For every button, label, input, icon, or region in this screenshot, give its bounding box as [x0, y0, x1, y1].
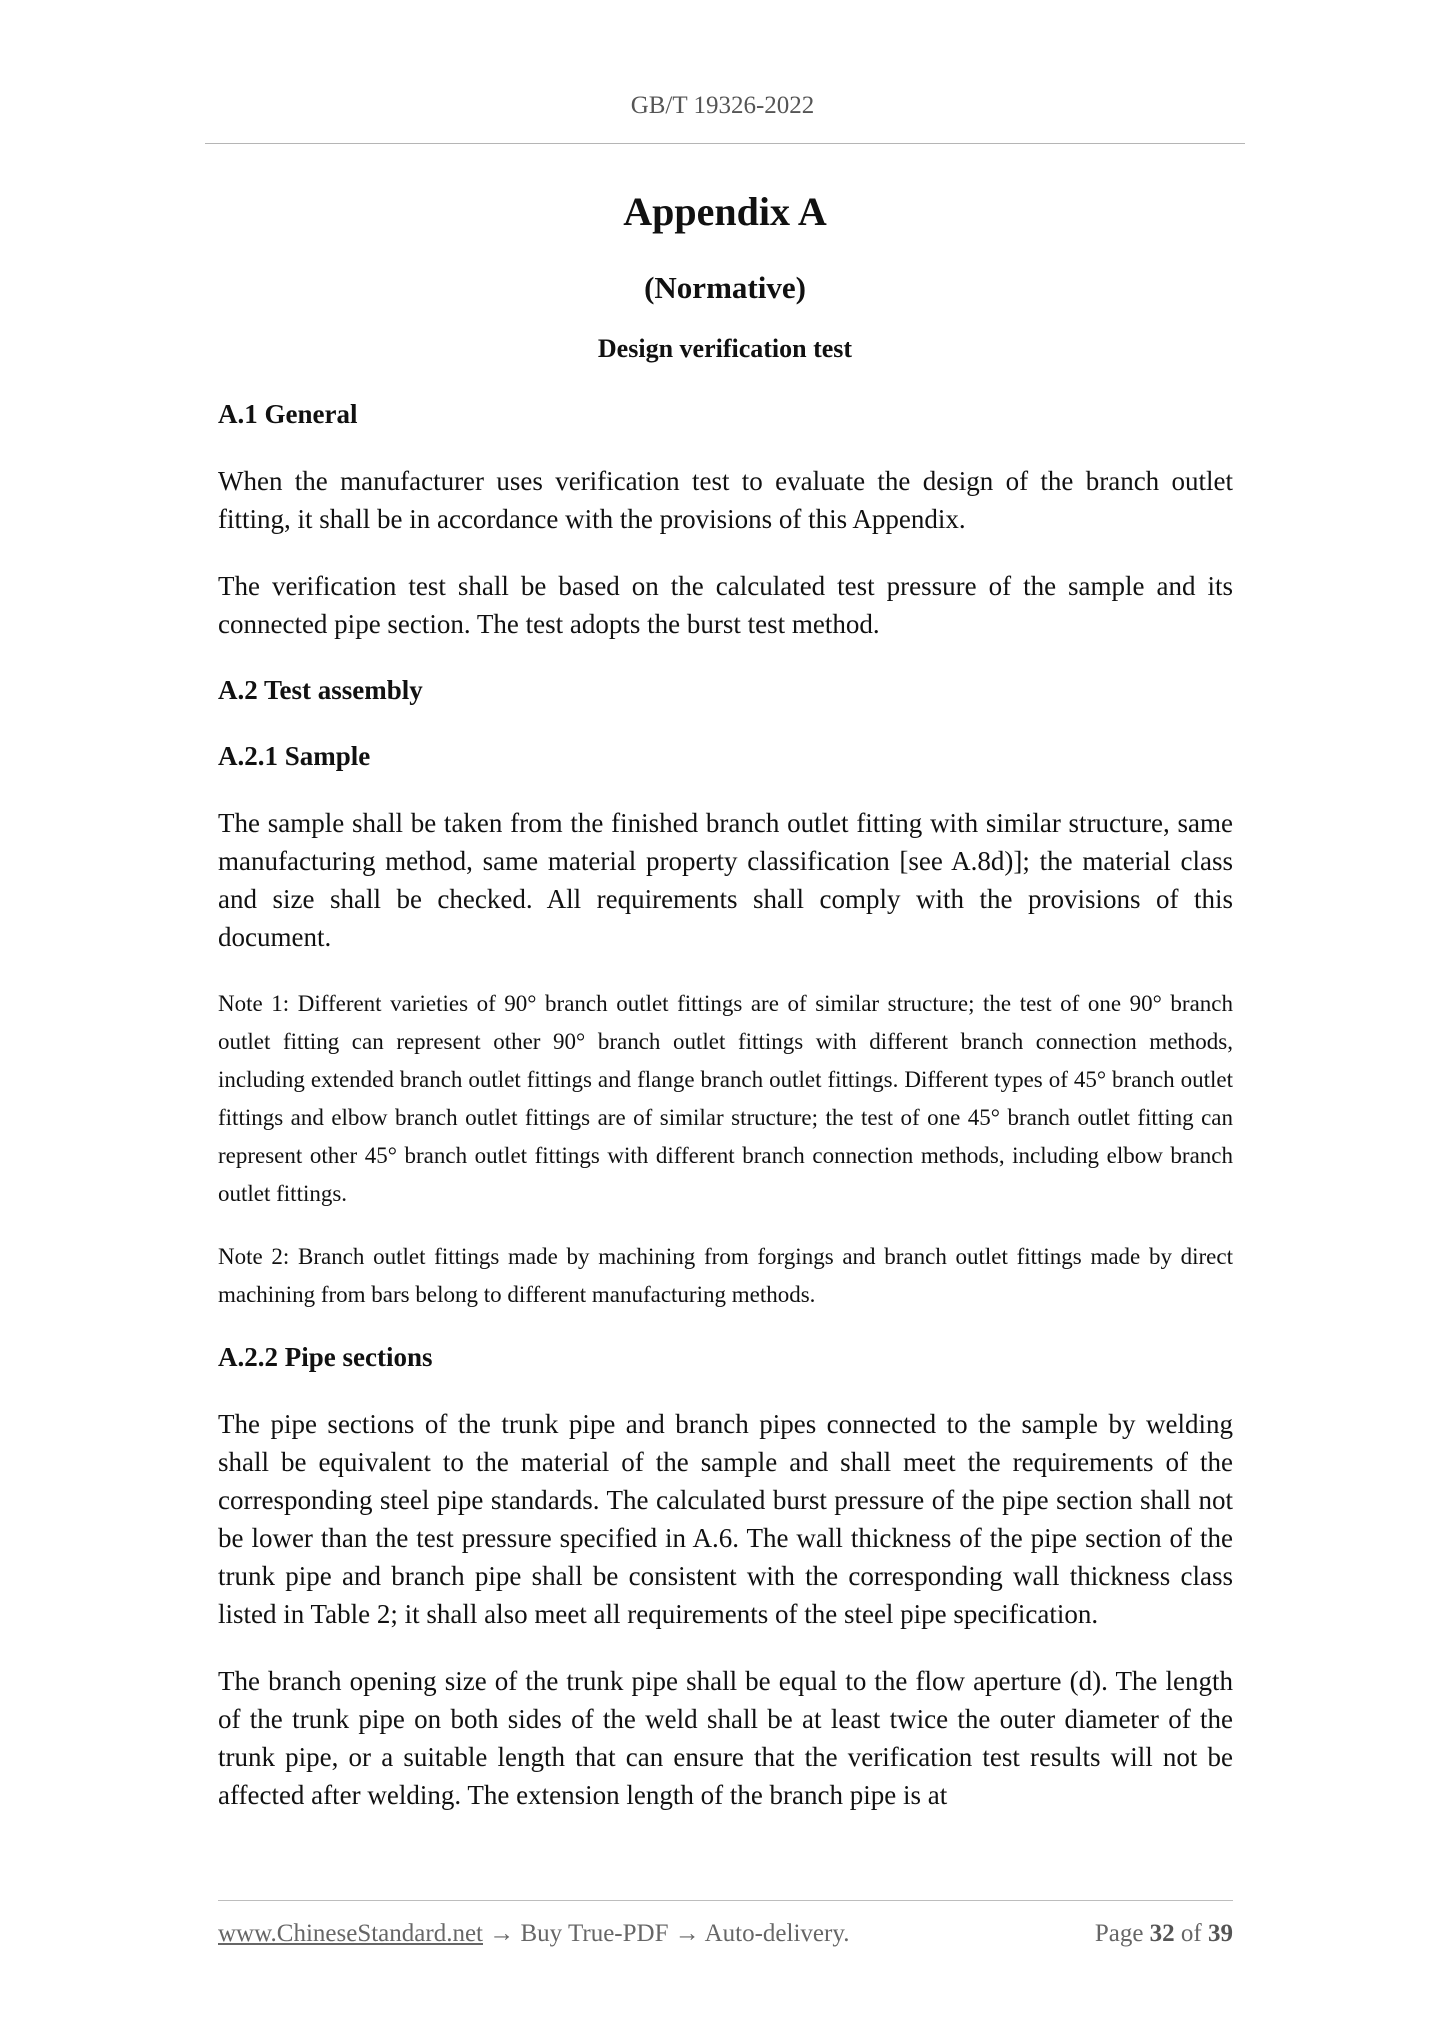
page-current: 32 — [1149, 1920, 1175, 1947]
section-a22-paragraph-2: The branch opening size of the trunk pipe shall be equal to the flow aperture (d). The length of the trunk pipe on both sides of the weld shall be at least twice the outer diameter of the trunk pipe, or a suitable length that can ensure that the verification test results will not be affected after welding. The extension length of the branch pipe is at — [218, 1666, 1233, 1810]
footer-divider — [218, 1900, 1233, 1901]
appendix-subtitle: Design verification test — [597, 334, 853, 363]
page-footer — [218, 1920, 1233, 1956]
section-a1-paragraph-1: When the manufacturer uses verification test to evaluate the design of the branch outlet fitting, it shall be in accordance with the provisions of this Appendix. — [218, 466, 1233, 534]
note-2: Note 2: Branch outlet fittings made by machining from forgings and branch outlet fittings made by direct machining from bars belong to different manufacturing methods. — [218, 1244, 1233, 1307]
page-indicator — [1095, 1920, 1233, 1948]
site-link[interactable]: www.ChineseStandard.net — [218, 1920, 483, 1947]
page-total: 39 — [1208, 1920, 1233, 1947]
section-a22-heading: A.2.2 Pipe sections — [218, 1342, 433, 1372]
document-code-header — [0, 92, 1445, 120]
section-a2-heading: A.2 Test assembly — [218, 675, 423, 705]
appendix-title: Appendix A — [623, 189, 827, 234]
header-divider — [205, 143, 1245, 144]
page-label: Page — [1094, 1920, 1144, 1947]
section-a1-heading: A.1 General — [218, 399, 358, 429]
footer-promo — [218, 1920, 849, 1948]
section-a21-paragraph: The sample shall be taken from the finished branch outlet fitting with similar structure, same manufacturing method, same material property classification [see A.8d)]; the material class and size shall be checked. All requirements shall comply with the provisions of this document. — [218, 808, 1233, 952]
section-a21-heading: A.2.1 Sample — [218, 741, 371, 771]
section-a1-paragraph-2: The verification test shall be based on the calculated test pressure of the sample and its connected pipe section. The test adopts the burst test method. — [218, 571, 1233, 639]
document-code: GB/T 19326-2022 — [630, 92, 815, 119]
section-a22-paragraph-1: The pipe sections of the trunk pipe and branch pipes connected to the sample by welding shall be equivalent to the material of the sample and shall meet the requirements of the corresponding steel pipe standards. The calculated burst pressure of the pipe section shall not be lower than the test pressure specified in A.6. The wall thickness of the pipe section of the trunk pipe and branch pipe shall be consistent with the corresponding wall thickness class listed in Table 2; it shall also meet all requirements of the steel pipe specification. — [218, 1409, 1233, 1629]
document-body — [218, 396, 1233, 1843]
promo-text: → Buy True-PDF → Auto-delivery. — [483, 1920, 850, 1947]
page-of-label: of — [1180, 1920, 1202, 1947]
note-1: Note 1: Different varieties of 90° branch outlet fittings are of similar structure; the test of one 90° branch outlet fitting can represent other 90° branch outlet fittings with different branch connection methods, including extended branch outlet fittings and flange branch outlet fittings. Different types of 45° branch outlet fittings and elbow branch outlet fittings are of similar structure; the test of one 45° branch outlet fitting can represent other 45° branch outlet fittings with different branch connection methods, including elbow branch outlet fittings. — [218, 991, 1233, 1206]
appendix-status: (Normative) — [644, 270, 806, 305]
